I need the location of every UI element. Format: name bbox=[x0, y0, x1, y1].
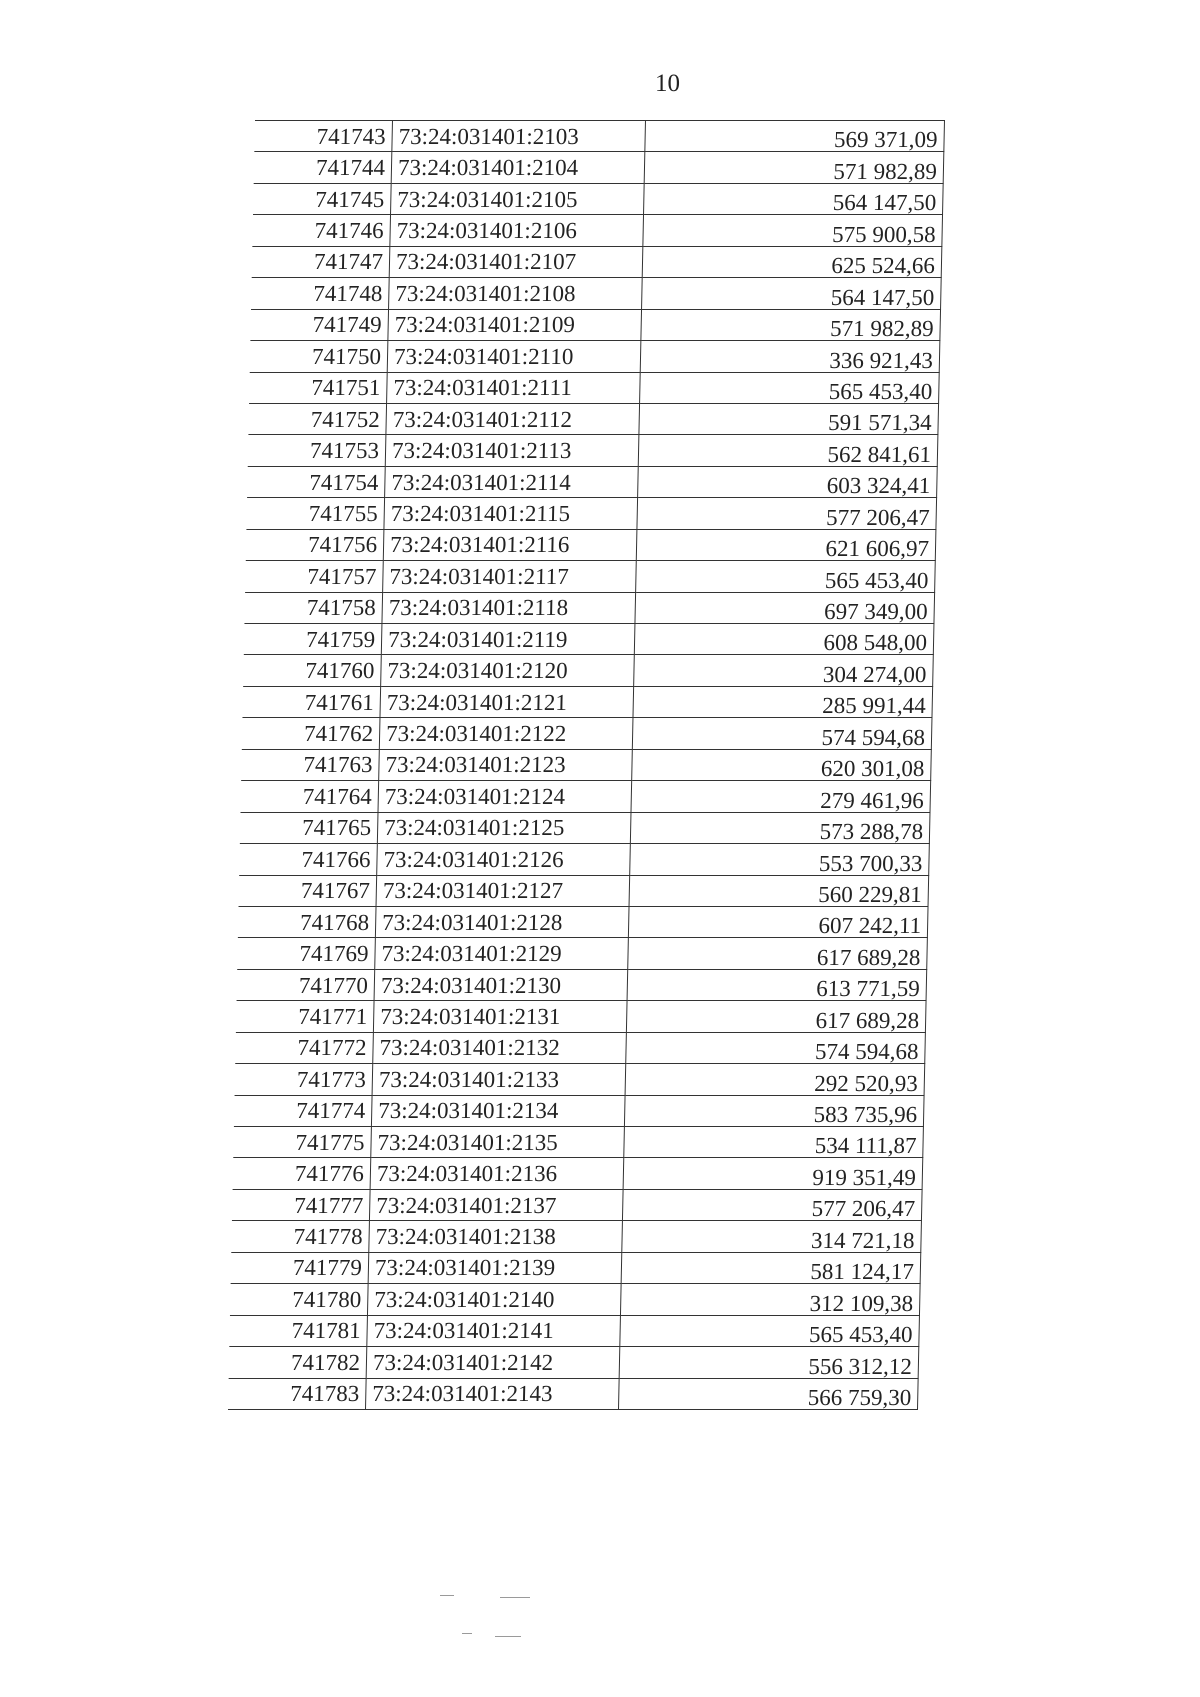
cadastral-number-cell: 73:24:031401:2110 bbox=[387, 341, 641, 372]
cadastral-number-cell: 73:24:031401:2141 bbox=[367, 1315, 621, 1346]
table-row bbox=[242, 718, 932, 749]
row-number-cell: 741753 bbox=[248, 435, 386, 466]
cadastral-value-cell: 285 991,44 bbox=[633, 686, 933, 717]
cadastral-number-cell: 73:24:031401:2129 bbox=[375, 938, 629, 969]
cadastral-number-cell: 73:24:031401:2121 bbox=[380, 686, 634, 717]
cadastral-value-cell: 607 242,11 bbox=[628, 906, 928, 937]
row-number-cell: 741760 bbox=[243, 655, 381, 686]
cadastral-value-cell: 560 229,81 bbox=[629, 875, 929, 906]
table-row bbox=[247, 466, 937, 497]
row-number-cell: 741744 bbox=[254, 152, 392, 183]
cadastral-number-cell: 73:24:031401:2123 bbox=[379, 749, 633, 780]
row-number-cell: 741758 bbox=[244, 592, 382, 623]
cadastral-number-cell: 73:24:031401:2132 bbox=[373, 1032, 627, 1063]
cadastral-value-cell: 577 206,47 bbox=[622, 1189, 922, 1220]
cadastral-value-cell: 292 520,93 bbox=[625, 1064, 925, 1095]
cadastral-number-cell: 73:24:031401:2138 bbox=[369, 1221, 623, 1252]
row-number-cell: 741746 bbox=[252, 215, 390, 246]
cadastral-value-cell: 566 759,30 bbox=[618, 1378, 918, 1409]
row-number-cell: 741762 bbox=[242, 718, 380, 749]
cadastral-value-cell: 562 841,61 bbox=[638, 435, 938, 466]
cadastral-number-cell: 73:24:031401:2137 bbox=[369, 1189, 623, 1220]
row-number-cell: 741755 bbox=[246, 498, 384, 529]
cadastral-value-cell: 556 312,12 bbox=[619, 1347, 919, 1378]
cadastral-value-cell: 625 524,66 bbox=[642, 246, 942, 277]
table-row bbox=[250, 341, 940, 372]
table-row bbox=[237, 969, 927, 1000]
cadastral-number-cell: 73:24:031401:2109 bbox=[388, 309, 642, 340]
cadastral-value-cell: 564 147,50 bbox=[644, 183, 944, 214]
table-row bbox=[238, 906, 928, 937]
cadastral-number-cell: 73:24:031401:2120 bbox=[381, 655, 635, 686]
row-number-cell: 741757 bbox=[245, 561, 383, 592]
cadastral-number-cell: 73:24:031401:2111 bbox=[387, 372, 641, 403]
cadastral-value-cell: 613 771,59 bbox=[627, 969, 927, 1000]
cadastral-value-cell: 336 921,43 bbox=[640, 341, 940, 372]
cadastral-number-cell: 73:24:031401:2139 bbox=[368, 1252, 622, 1283]
table-row bbox=[229, 1315, 919, 1346]
table-row bbox=[254, 152, 944, 183]
row-number-cell: 741773 bbox=[235, 1064, 373, 1095]
table-row bbox=[251, 278, 941, 309]
table-row bbox=[243, 655, 933, 686]
scan-speck bbox=[495, 1636, 521, 1637]
table-row bbox=[235, 1064, 925, 1095]
table-row bbox=[241, 781, 931, 812]
cadastral-number-cell: 73:24:031401:2134 bbox=[371, 1095, 625, 1126]
cadastral-value-cell: 621 606,97 bbox=[636, 529, 936, 560]
table-row bbox=[252, 215, 942, 246]
cadastral-number-cell: 73:24:031401:2114 bbox=[385, 466, 639, 497]
table-row bbox=[236, 1001, 926, 1032]
row-number-cell: 741772 bbox=[235, 1032, 373, 1063]
table-row bbox=[245, 561, 935, 592]
cadastral-value-cell: 553 700,33 bbox=[630, 844, 930, 875]
row-number-cell: 741781 bbox=[229, 1315, 367, 1346]
row-number-cell: 741764 bbox=[241, 781, 379, 812]
cadastral-number-cell: 73:24:031401:2127 bbox=[376, 875, 630, 906]
cadastral-value-cell: 571 982,89 bbox=[644, 152, 944, 183]
cadastral-value-cell: 304 274,00 bbox=[634, 655, 934, 686]
cadastral-number-cell: 73:24:031401:2105 bbox=[391, 183, 645, 214]
table-row bbox=[246, 529, 936, 560]
cadastral-value-cell: 279 461,96 bbox=[631, 781, 931, 812]
row-number-cell: 741780 bbox=[230, 1284, 368, 1315]
table-row bbox=[233, 1158, 923, 1189]
cadastral-value-cell: 583 735,96 bbox=[624, 1095, 924, 1126]
cadastral-value-cell: 620 301,08 bbox=[632, 749, 932, 780]
row-number-cell: 741771 bbox=[236, 1001, 374, 1032]
row-number-cell: 741778 bbox=[231, 1221, 369, 1252]
cadastral-value-cell: 565 453,40 bbox=[640, 372, 940, 403]
table-row bbox=[248, 435, 938, 466]
cadastral-number-cell: 73:24:031401:2116 bbox=[383, 529, 637, 560]
cadastral-number-cell: 73:24:031401:2108 bbox=[389, 278, 643, 309]
cadastral-value-cell: 314 721,18 bbox=[622, 1221, 922, 1252]
table-row bbox=[237, 938, 927, 969]
cadastral-value-cell: 565 453,40 bbox=[636, 561, 936, 592]
cadastral-value-cell: 591 571,34 bbox=[639, 403, 939, 434]
cadastral-number-cell: 73:24:031401:2103 bbox=[392, 121, 646, 152]
cadastral-value-cell: 571 982,89 bbox=[641, 309, 941, 340]
table-row bbox=[241, 749, 931, 780]
table-row bbox=[246, 498, 936, 529]
cadastral-number-cell: 73:24:031401:2125 bbox=[377, 812, 631, 843]
cadastral-value-cell: 534 111,87 bbox=[624, 1127, 924, 1158]
table-row bbox=[244, 624, 934, 655]
row-number-cell: 741749 bbox=[250, 309, 388, 340]
row-number-cell: 741761 bbox=[242, 686, 380, 717]
table-row bbox=[239, 844, 929, 875]
row-number-cell: 741766 bbox=[239, 844, 377, 875]
row-number-cell: 741759 bbox=[244, 624, 382, 655]
cadastral-number-cell: 73:24:031401:2130 bbox=[374, 969, 628, 1000]
row-number-cell: 741745 bbox=[253, 183, 391, 214]
row-number-cell: 741748 bbox=[251, 278, 389, 309]
cadastral-number-cell: 73:24:031401:2135 bbox=[371, 1127, 625, 1158]
cadastral-number-cell: 73:24:031401:2143 bbox=[365, 1378, 619, 1409]
row-number-cell: 741750 bbox=[250, 341, 388, 372]
row-number-cell: 741776 bbox=[233, 1158, 371, 1189]
cadastral-number-cell: 73:24:031401:2106 bbox=[390, 215, 644, 246]
cadastral-value-cell: 581 124,17 bbox=[621, 1252, 921, 1283]
cadastral-value-cell: 608 548,00 bbox=[634, 624, 934, 655]
cadastral-number-cell: 73:24:031401:2117 bbox=[383, 561, 637, 592]
cadastral-number-cell: 73:24:031401:2128 bbox=[375, 906, 629, 937]
row-number-cell: 741777 bbox=[232, 1189, 370, 1220]
row-number-cell: 741768 bbox=[238, 906, 376, 937]
row-number-cell: 741756 bbox=[246, 529, 384, 560]
cadastral-number-cell: 73:24:031401:2133 bbox=[372, 1064, 626, 1095]
row-number-cell: 741775 bbox=[233, 1127, 371, 1158]
table-row bbox=[234, 1095, 924, 1126]
table-row bbox=[242, 686, 932, 717]
cadastral-number-cell: 73:24:031401:2119 bbox=[381, 624, 635, 655]
table-row bbox=[235, 1032, 925, 1063]
row-number-cell: 741767 bbox=[239, 875, 377, 906]
row-number-cell: 741763 bbox=[241, 749, 379, 780]
cadastral-number-cell: 73:24:031401:2115 bbox=[384, 498, 638, 529]
table-row bbox=[231, 1252, 921, 1283]
page-number: 10 bbox=[655, 70, 680, 97]
row-number-cell: 741779 bbox=[231, 1252, 369, 1283]
row-number-cell: 741769 bbox=[237, 938, 375, 969]
table-row bbox=[232, 1189, 922, 1220]
cadastral-value-cell: 312 109,38 bbox=[620, 1284, 920, 1315]
cadastral-value-cell: 569 371,09 bbox=[645, 121, 945, 152]
scan-speck bbox=[440, 1595, 454, 1596]
table-row bbox=[254, 121, 944, 152]
cadastral-value-cell: 617 689,28 bbox=[628, 938, 928, 969]
table-row bbox=[249, 372, 939, 403]
cadastral-value-cell: 617 689,28 bbox=[626, 1001, 926, 1032]
row-number-cell: 741782 bbox=[229, 1347, 367, 1378]
scan-speck bbox=[500, 1597, 530, 1598]
table-row bbox=[231, 1221, 921, 1252]
table-row bbox=[230, 1284, 920, 1315]
table-body bbox=[228, 121, 944, 1410]
table-row bbox=[228, 1378, 918, 1409]
cadastral-value-cell: 564 147,50 bbox=[642, 278, 942, 309]
cadastral-number-cell: 73:24:031401:2104 bbox=[391, 152, 645, 183]
table-row bbox=[253, 183, 943, 214]
cadastral-table bbox=[228, 120, 945, 1410]
cadastral-value-cell: 577 206,47 bbox=[637, 498, 937, 529]
cadastral-number-cell: 73:24:031401:2122 bbox=[379, 718, 633, 749]
cadastral-number-cell: 73:24:031401:2142 bbox=[366, 1347, 620, 1378]
row-number-cell: 741765 bbox=[240, 812, 378, 843]
table-row bbox=[229, 1347, 919, 1378]
row-number-cell: 741751 bbox=[249, 372, 387, 403]
row-number-cell: 741754 bbox=[247, 466, 385, 497]
cadastral-value-cell: 573 288,78 bbox=[630, 812, 930, 843]
table-row bbox=[252, 246, 942, 277]
table-row bbox=[239, 875, 929, 906]
row-number-cell: 741774 bbox=[234, 1095, 372, 1126]
cadastral-number-cell: 73:24:031401:2126 bbox=[377, 844, 631, 875]
cadastral-number-cell: 73:24:031401:2140 bbox=[367, 1284, 621, 1315]
table-row bbox=[233, 1127, 923, 1158]
cadastral-value-cell: 919 351,49 bbox=[623, 1158, 923, 1189]
row-number-cell: 741752 bbox=[248, 403, 386, 434]
cadastral-value-cell: 603 324,41 bbox=[638, 466, 938, 497]
cadastral-value-cell: 697 349,00 bbox=[635, 592, 935, 623]
cadastral-value-cell: 574 594,68 bbox=[626, 1032, 926, 1063]
cadastral-number-cell: 73:24:031401:2124 bbox=[378, 781, 632, 812]
cadastral-number-cell: 73:24:031401:2113 bbox=[385, 435, 639, 466]
cadastral-number-cell: 73:24:031401:2118 bbox=[382, 592, 636, 623]
row-number-cell: 741743 bbox=[254, 121, 392, 152]
cadastral-value-cell: 574 594,68 bbox=[632, 718, 932, 749]
table-row bbox=[244, 592, 934, 623]
cadastral-value-cell: 575 900,58 bbox=[643, 215, 943, 246]
cadastral-number-cell: 73:24:031401:2112 bbox=[386, 403, 640, 434]
scan-speck bbox=[462, 1633, 472, 1634]
row-number-cell: 741783 bbox=[228, 1378, 366, 1409]
cadastral-value-cell: 565 453,40 bbox=[620, 1315, 920, 1346]
table-row bbox=[250, 309, 940, 340]
cadastral-number-cell: 73:24:031401:2131 bbox=[373, 1001, 627, 1032]
table-row bbox=[248, 403, 938, 434]
row-number-cell: 741770 bbox=[237, 969, 375, 1000]
cadastral-number-cell: 73:24:031401:2107 bbox=[389, 246, 643, 277]
row-number-cell: 741747 bbox=[252, 246, 390, 277]
table-row bbox=[240, 812, 930, 843]
cadastral-number-cell: 73:24:031401:2136 bbox=[370, 1158, 624, 1189]
